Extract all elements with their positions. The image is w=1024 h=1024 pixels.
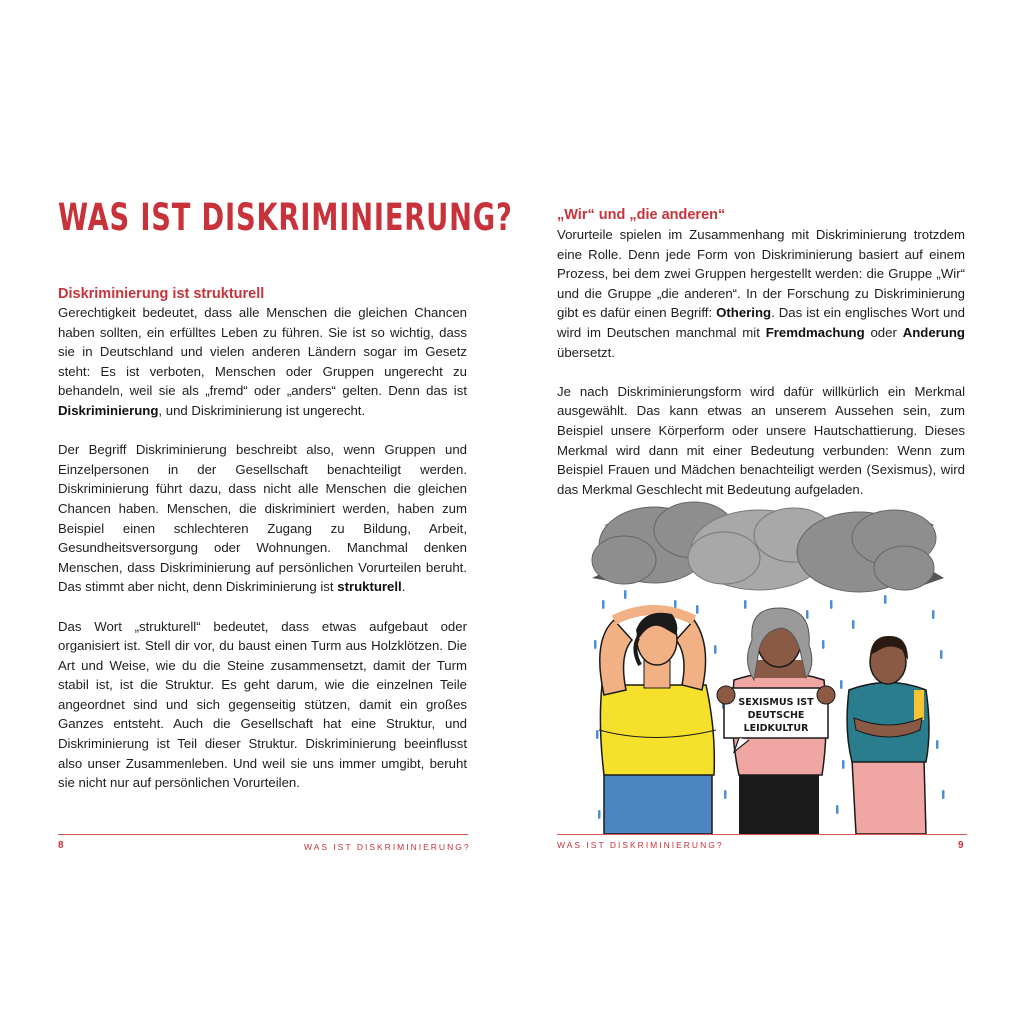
paragraph-definition: Der Begriff Diskriminierung beschreibt also, wenn Gruppen und Einzelpersonen in der Gesellschaft benachteiligt werden. Diskriminierung führt dazu, dass nicht alle Menschen die gleichen Chancen haben. Menschen, die diskriminiert werden, haben zum Beispiel einen schlechteren Zugang zu Bildung, Arbeit, Gesundheitsversorgung oder Wohnungen. Manchmal denken Menschen, dass Diskriminierung auf persönlichen Vorurteilen beruht. Das stimmt aber nicht, denn Diskriminierung ist strukturell. xyxy=(58,442,467,595)
sign-line-1: SEXISMUS IST xyxy=(738,697,814,708)
paragraph-othering: Vorurteile spielen im Zusammenhang mit Diskriminierung trotzdem eine Rolle. Denn jede Form von Diskriminierung basiert auf einem Prozess, bei dem zwei Gruppen hergestellt werden: die Gruppe „Wir“ und die Gruppe „die anderen“. In der Forschung zu Diskriminierung gibt es dafür einen Begriff: Othering. Das ist ein englisches Wort und wird im Deutschen manchmal mit Fremdmachung oder Anderung übersetzt. xyxy=(557,227,965,360)
sign-line-3: LEIDKULTUR xyxy=(743,723,809,734)
paragraph-merkmal: Je nach Diskriminierungsform wird dafür willkürlich ein Merkmal ausgewählt. Das kann etwas an unserem Aussehen sein, zum Beispiel unsere Körperform oder unsere Hautschattierung. Dieses Merkmal wird dann mit einer Bedeutung verbunden: Wenn zum Beispiel Frauen und Mädchen benachteiligt werden (Sexismus), wird das Merkmal Geschlecht mit Bedeutung aufgeladen. xyxy=(557,383,965,497)
page-number-right: 9 xyxy=(958,840,964,851)
person-pink-top xyxy=(717,608,835,834)
paragraph-structure: Das Wort „strukturell“ bedeutet, dass etwas aufgebaut oder organisiert ist. Stell dir vor, du baust einen Turm aus Holzklötzen. Die Art und Weise, wie du die Steine zusammensetzt, damit der Turm stabil ist, ist die Struktur. Es geht darum, wie die einzelnen Teile angeordnet sind und sich gegenseitig stützen, damit ein großes Ganzes entsteht. Auch die Gesellschaft hat eine Struktur, und Diskriminierung ist Teil dieser Struktur. Diskriminierung beeinflusst also unser Zusammenleben. Und weil sie uns immer umgibt, beruht sie nicht nur auf persönlichen Vorurteilen. xyxy=(58,618,467,791)
page-title: WAS IST DISKRIMINIERUNG? xyxy=(58,196,513,239)
section-heading-strukturell: Diskriminierung ist strukturell xyxy=(58,286,265,302)
running-footer-left: WAS IST DISKRIMINIERUNG? xyxy=(304,842,471,852)
footer-rule xyxy=(557,834,967,835)
paragraph-justice: Gerechtigkeit bedeutet, dass alle Menschen die gleichen Chancen haben sollten, ein erfülltes Leben zu führen. Sie ist so wichtig, dass sie in Deutschland und vielen anderen Ländern sogar im Gesetz steht: Es ist verboten, Menschen oder Gruppen ungerecht zu behandeln, weil sie als „fremd“ oder „anders“ gelten. Denn das ist Diskriminierung, und Diskriminierung ist ungerecht. xyxy=(58,305,467,418)
page-number-left: 8 xyxy=(58,840,64,851)
footer-rule xyxy=(58,834,468,835)
person-yellow-top xyxy=(599,610,716,834)
left-body-text xyxy=(58,303,467,812)
running-footer-right: WAS IST DISKRIMINIERUNG? xyxy=(557,840,724,850)
sign-line-2: DEUTSCHE xyxy=(747,710,805,721)
storm-clouds xyxy=(592,502,944,592)
right-body-text xyxy=(557,225,965,519)
person-teal-top xyxy=(847,636,929,834)
section-heading-wir-und-die-anderen: „Wir“ und „die anderen“ xyxy=(557,207,726,223)
illustration-sexism-rain xyxy=(584,490,956,834)
